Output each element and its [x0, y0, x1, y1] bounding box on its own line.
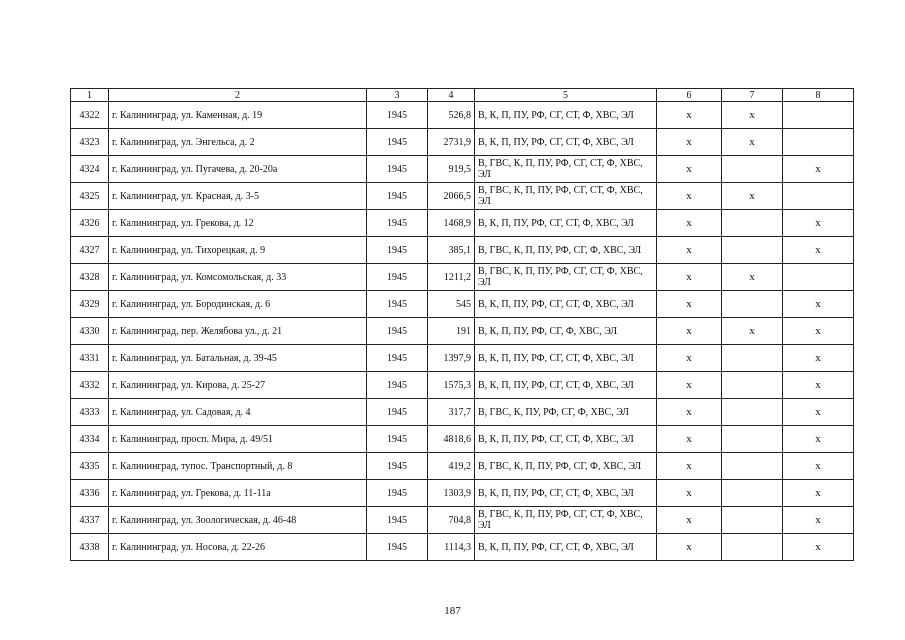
cell-address: г. Калининград, просп. Мира, д. 49/51: [109, 426, 367, 453]
cell-utilities: В, ГВС, К, П, ПУ, РФ, СГ, СТ, Ф, ХВС, ЭЛ: [475, 507, 657, 534]
cell-address: г. Калининград, пер. Желябова ул., д. 21: [109, 318, 367, 345]
cell-utilities: В, К, П, ПУ, РФ, СГ, СТ, Ф, ХВС, ЭЛ: [475, 372, 657, 399]
table-row: [71, 129, 854, 156]
cell-mark-col-7: [722, 237, 783, 264]
table-row: [71, 534, 854, 561]
cell-mark-col-6: x: [657, 291, 722, 318]
cell-address: г. Калининград, ул. Комсомольская, д. 33: [109, 264, 367, 291]
cell-area: 2066,5: [428, 183, 475, 210]
cell-area: 4818,6: [428, 426, 475, 453]
col-header-2: 2: [109, 89, 367, 102]
cell-mark-col-8: x: [783, 507, 854, 534]
table-body: [71, 89, 854, 561]
cell-mark-col-7: [722, 480, 783, 507]
page-number: 187: [444, 605, 461, 617]
cell-mark-col-6: x: [657, 318, 722, 345]
cell-year-built: 1945: [367, 480, 428, 507]
cell-row-number: 4325: [71, 183, 109, 210]
cell-area: 1211,2: [428, 264, 475, 291]
cell-area: 526,8: [428, 102, 475, 129]
cell-address: г. Калининград, ул. Кирова, д. 25-27: [109, 372, 367, 399]
cell-mark-col-8: [783, 129, 854, 156]
cell-utilities: В, ГВС, К, П, ПУ, РФ, СГ, Ф, ХВС, ЭЛ: [475, 453, 657, 480]
cell-utilities: В, К, П, ПУ, РФ, СГ, СТ, Ф, ХВС, ЭЛ: [475, 345, 657, 372]
cell-mark-col-6: x: [657, 399, 722, 426]
cell-mark-col-8: [783, 183, 854, 210]
cell-area: 545: [428, 291, 475, 318]
cell-mark-col-8: x: [783, 237, 854, 264]
cell-utilities: В, ГВС, К, П, ПУ, РФ, СГ, СТ, Ф, ХВС, ЭЛ: [475, 183, 657, 210]
cell-utilities: В, К, П, ПУ, РФ, СГ, СТ, Ф, ХВС, ЭЛ: [475, 291, 657, 318]
cell-utilities: В, ГВС, К, П, ПУ, РФ, СГ, СТ, Ф, ХВС, ЭЛ: [475, 156, 657, 183]
cell-mark-col-7: x: [722, 183, 783, 210]
col-header-5: 5: [475, 89, 657, 102]
cell-area: 191: [428, 318, 475, 345]
cell-utilities: В, К, П, ПУ, РФ, СГ, Ф, ХВС, ЭЛ: [475, 318, 657, 345]
cell-mark-col-8: x: [783, 210, 854, 237]
cell-year-built: 1945: [367, 291, 428, 318]
col-header-1: 1: [71, 89, 109, 102]
cell-area: 419,2: [428, 453, 475, 480]
table-row: [71, 480, 854, 507]
cell-area: 385,1: [428, 237, 475, 264]
cell-address: г. Калининград, ул. Батальная, д. 39-45: [109, 345, 367, 372]
cell-row-number: 4330: [71, 318, 109, 345]
cell-year-built: 1945: [367, 318, 428, 345]
cell-mark-col-6: x: [657, 129, 722, 156]
table-row: [71, 318, 854, 345]
cell-mark-col-7: [722, 399, 783, 426]
cell-mark-col-8: x: [783, 480, 854, 507]
table-row: [71, 372, 854, 399]
cell-mark-col-6: x: [657, 237, 722, 264]
cell-address: г. Калининград, ул. Зоологическая, д. 46-48: [109, 507, 367, 534]
cell-year-built: 1945: [367, 237, 428, 264]
cell-mark-col-7: [722, 426, 783, 453]
cell-mark-col-7: [722, 372, 783, 399]
cell-mark-col-7: [722, 507, 783, 534]
table-row: [71, 291, 854, 318]
cell-mark-col-7: [722, 534, 783, 561]
cell-utilities: В, К, П, ПУ, РФ, СГ, СТ, Ф, ХВС, ЭЛ: [475, 129, 657, 156]
cell-mark-col-8: x: [783, 318, 854, 345]
cell-area: 2731,9: [428, 129, 475, 156]
cell-mark-col-8: [783, 264, 854, 291]
cell-mark-col-7: [722, 453, 783, 480]
cell-year-built: 1945: [367, 102, 428, 129]
cell-utilities: В, ГВС, К, ПУ, РФ, СГ, Ф, ХВС, ЭЛ: [475, 399, 657, 426]
cell-mark-col-8: [783, 102, 854, 129]
cell-area: 317,7: [428, 399, 475, 426]
cell-mark-col-6: x: [657, 183, 722, 210]
cell-mark-col-8: x: [783, 399, 854, 426]
cell-utilities: В, К, П, ПУ, РФ, СГ, СТ, Ф, ХВС, ЭЛ: [475, 480, 657, 507]
cell-address: г. Калининград, тупос. Транспортный, д. 8: [109, 453, 367, 480]
cell-address: г. Калининград, ул. Пугачева, д. 20-20а: [109, 156, 367, 183]
cell-row-number: 4323: [71, 129, 109, 156]
cell-mark-col-8: x: [783, 345, 854, 372]
table-row: [71, 345, 854, 372]
cell-row-number: 4329: [71, 291, 109, 318]
cell-address: г. Калининград, ул. Грекова, д. 11-11а: [109, 480, 367, 507]
cell-area: 1575,3: [428, 372, 475, 399]
cell-mark-col-6: x: [657, 534, 722, 561]
col-header-7: 7: [722, 89, 783, 102]
column-number-row: [71, 89, 854, 102]
cell-mark-col-6: x: [657, 264, 722, 291]
cell-address: г. Калининград, ул. Садовая, д. 4: [109, 399, 367, 426]
col-header-8: 8: [783, 89, 854, 102]
table-row: [71, 264, 854, 291]
cell-row-number: 4332: [71, 372, 109, 399]
table-row: [71, 399, 854, 426]
cell-year-built: 1945: [367, 372, 428, 399]
cell-address: г. Калининград, ул. Бородинская, д. 6: [109, 291, 367, 318]
cell-area: 919,5: [428, 156, 475, 183]
cell-mark-col-7: x: [722, 318, 783, 345]
cell-row-number: 4338: [71, 534, 109, 561]
cell-mark-col-8: x: [783, 372, 854, 399]
cell-utilities: В, К, П, ПУ, РФ, СГ, СТ, Ф, ХВС, ЭЛ: [475, 534, 657, 561]
cell-year-built: 1945: [367, 264, 428, 291]
cell-area: 1303,9: [428, 480, 475, 507]
cell-row-number: 4334: [71, 426, 109, 453]
cell-utilities: В, ГВС, К, П, ПУ, РФ, СГ, СТ, Ф, ХВС, ЭЛ: [475, 264, 657, 291]
cell-year-built: 1945: [367, 129, 428, 156]
cell-row-number: 4331: [71, 345, 109, 372]
cell-mark-col-7: [722, 156, 783, 183]
cell-year-built: 1945: [367, 534, 428, 561]
cell-area: 1397,9: [428, 345, 475, 372]
cell-address: г. Калининград, ул. Грекова, д. 12: [109, 210, 367, 237]
cell-utilities: В, К, П, ПУ, РФ, СГ, СТ, Ф, ХВС, ЭЛ: [475, 102, 657, 129]
cell-row-number: 4326: [71, 210, 109, 237]
cell-year-built: 1945: [367, 426, 428, 453]
table-row: [71, 156, 854, 183]
cell-area: 1468,9: [428, 210, 475, 237]
cell-row-number: 4335: [71, 453, 109, 480]
cell-address: г. Калининград, ул. Носова, д. 22-26: [109, 534, 367, 561]
cell-address: г. Калининград, ул. Энгельса, д. 2: [109, 129, 367, 156]
cell-year-built: 1945: [367, 210, 428, 237]
cell-year-built: 1945: [367, 156, 428, 183]
cell-mark-col-7: [722, 345, 783, 372]
cell-utilities: В, К, П, ПУ, РФ, СГ, СТ, Ф, ХВС, ЭЛ: [475, 210, 657, 237]
cell-address: г. Калининград, ул. Красная, д. 3-5: [109, 183, 367, 210]
cell-row-number: 4336: [71, 480, 109, 507]
cell-mark-col-6: x: [657, 426, 722, 453]
cell-mark-col-8: x: [783, 156, 854, 183]
table-row: [71, 426, 854, 453]
table-row: [71, 210, 854, 237]
cell-mark-col-7: [722, 210, 783, 237]
cell-utilities: В, ГВС, К, П, ПУ, РФ, СГ, Ф, ХВС, ЭЛ: [475, 237, 657, 264]
cell-mark-col-6: x: [657, 102, 722, 129]
cell-mark-col-7: x: [722, 129, 783, 156]
cell-year-built: 1945: [367, 345, 428, 372]
cell-row-number: 4337: [71, 507, 109, 534]
cell-mark-col-8: x: [783, 453, 854, 480]
cell-mark-col-8: x: [783, 291, 854, 318]
table-row: [71, 453, 854, 480]
col-header-4: 4: [428, 89, 475, 102]
cell-mark-col-6: x: [657, 453, 722, 480]
cell-mark-col-6: x: [657, 345, 722, 372]
cell-year-built: 1945: [367, 453, 428, 480]
housing-register-table: [70, 88, 854, 561]
cell-address: г. Калининград, ул. Тихорецкая, д. 9: [109, 237, 367, 264]
cell-row-number: 4324: [71, 156, 109, 183]
cell-mark-col-6: x: [657, 156, 722, 183]
cell-area: 1114,3: [428, 534, 475, 561]
table-row: [71, 183, 854, 210]
cell-area: 704,8: [428, 507, 475, 534]
cell-year-built: 1945: [367, 183, 428, 210]
cell-year-built: 1945: [367, 399, 428, 426]
cell-utilities: В, К, П, ПУ, РФ, СГ, СТ, Ф, ХВС, ЭЛ: [475, 426, 657, 453]
cell-row-number: 4333: [71, 399, 109, 426]
cell-row-number: 4328: [71, 264, 109, 291]
cell-mark-col-6: x: [657, 507, 722, 534]
cell-year-built: 1945: [367, 507, 428, 534]
table-row: [71, 102, 854, 129]
table-row: [71, 507, 854, 534]
cell-row-number: 4322: [71, 102, 109, 129]
cell-mark-col-6: x: [657, 480, 722, 507]
cell-mark-col-6: x: [657, 372, 722, 399]
cell-mark-col-7: x: [722, 264, 783, 291]
cell-mark-col-6: x: [657, 210, 722, 237]
col-header-3: 3: [367, 89, 428, 102]
cell-row-number: 4327: [71, 237, 109, 264]
cell-mark-col-8: x: [783, 426, 854, 453]
cell-mark-col-7: [722, 291, 783, 318]
cell-mark-col-7: x: [722, 102, 783, 129]
cell-address: г. Калининград, ул. Каменная, д. 19: [109, 102, 367, 129]
table-row: [71, 237, 854, 264]
col-header-6: 6: [657, 89, 722, 102]
cell-mark-col-8: x: [783, 534, 854, 561]
